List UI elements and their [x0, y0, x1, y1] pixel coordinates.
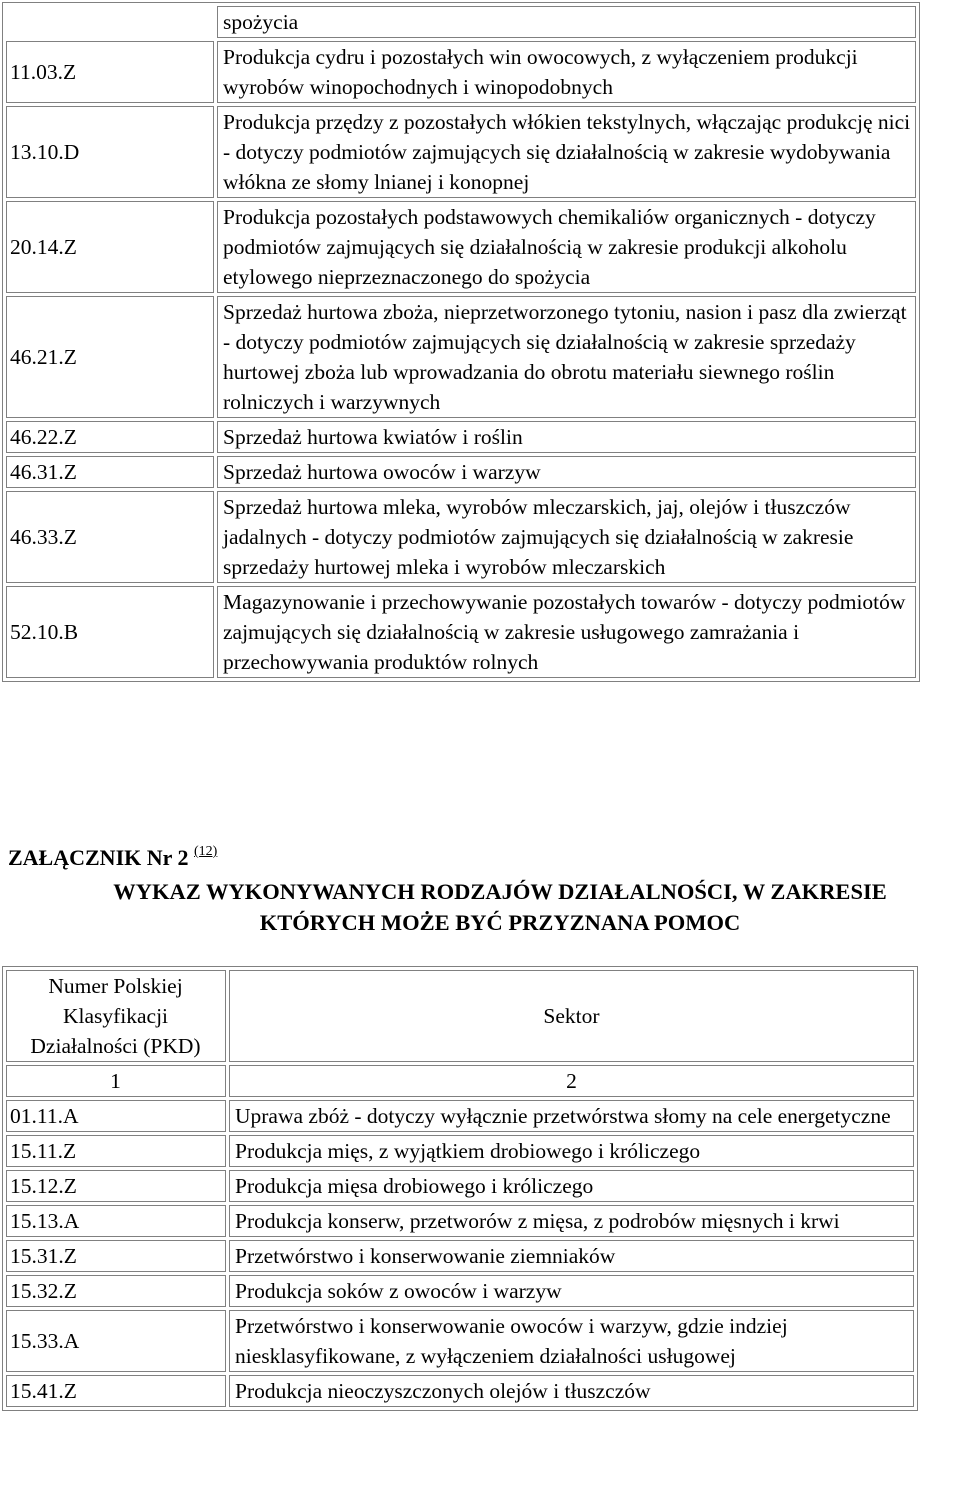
- column-number: 2: [229, 1065, 914, 1097]
- pkd-code: 15.12.Z: [6, 1170, 226, 1202]
- sector-description: Przetwórstwo i konserwowanie owoców i warzyw, gdzie indziej niesklasyfikowane, z wyłączeniem działalności usługowej: [229, 1310, 914, 1372]
- annex-number: ZAŁĄCZNIK Nr 2: [8, 845, 189, 870]
- sector-description: spożycia: [217, 6, 916, 38]
- table-row: [6, 106, 916, 198]
- column-number: 1: [6, 1065, 226, 1097]
- pkd-code: 15.11.Z: [6, 1135, 226, 1167]
- table-row: [6, 1170, 914, 1202]
- pkd-code: 15.41.Z: [6, 1375, 226, 1407]
- sector-description: Sprzedaż hurtowa owoców i warzyw: [217, 456, 916, 488]
- table-row: [6, 1310, 914, 1372]
- column-header-pkd: Numer Polskiej Klasyfikacji Działalności (PKD): [6, 970, 226, 1062]
- footnote-link[interactable]: (12): [194, 844, 218, 859]
- pkd-code: 15.33.A: [6, 1310, 226, 1372]
- table-row: [6, 1240, 914, 1272]
- column-header-sector: Sektor: [229, 970, 914, 1062]
- sector-description: Uprawa zbóż - dotyczy wyłącznie przetwórstwa słomy na cele energetyczne: [229, 1100, 914, 1132]
- sector-description: Sprzedaż hurtowa zboża, nieprzetworzonego tytoniu, nasion i pasz dla zwierząt - dotyczy podmiotów zajmujących się działalnością w zakresie sprzedaży hurtowej zboża lub wprowadzania do obrotu materiału siewnego roślin rolniczych i warzywnych: [217, 296, 916, 418]
- sector-description: Przetwórstwo i konserwowanie ziemniaków: [229, 1240, 914, 1272]
- table-row: [6, 1100, 914, 1132]
- pkd-code: 15.32.Z: [6, 1275, 226, 1307]
- sector-description: Sprzedaż hurtowa mleka, wyrobów mleczarskich, jaj, olejów i tłuszczów jadalnych - dotyczy podmiotów zajmujących się działalnością w zakresie sprzedaży hurtowej mleka i wyrobów mleczarskich: [217, 491, 916, 583]
- table-row: [6, 201, 916, 293]
- annex-label: [8, 844, 217, 871]
- sector-description: Produkcja mięs, z wyjątkiem drobiowego i króliczego: [229, 1135, 914, 1167]
- sector-description: Magazynowanie i przechowywanie pozostałych towarów - dotyczy podmiotów zajmujących się działalnością w zakresie usługowego zamrażania i przechowywania produktów rolnych: [217, 586, 916, 678]
- pkd-code: 52.10.B: [6, 586, 214, 678]
- table-row: [6, 586, 916, 678]
- table-row: [6, 1275, 914, 1307]
- pkd-code: 46.31.Z: [6, 456, 214, 488]
- pkd-code: 46.22.Z: [6, 421, 214, 453]
- sector-description: Produkcja soków z owoców i warzyw: [229, 1275, 914, 1307]
- pkd-code: 15.31.Z: [6, 1240, 226, 1272]
- column-number-row: [6, 1065, 914, 1097]
- sector-description: Produkcja konserw, przetworów z mięsa, z podrobów mięsnych i krwi: [229, 1205, 914, 1237]
- sector-description: Produkcja nieoczyszczonych olejów i tłuszczów: [229, 1375, 914, 1407]
- sector-description: Produkcja pozostałych podstawowych chemikaliów organicznych - dotyczy podmiotów zajmujących się działalnością w zakresie produkcji alkoholu etylowego nieprzeznaczonego do spożycia: [217, 201, 916, 293]
- table-row: [6, 421, 916, 453]
- table-row: [6, 491, 916, 583]
- table-row: [6, 1135, 914, 1167]
- pkd-code: 01.11.A: [6, 1100, 226, 1132]
- sector-description: Produkcja przędzy z pozostałych włókien tekstylnych, włączając produkcję nici - dotyczy podmiotów zajmujących się działalnością w zakresie wydobywania włókna ze słomy lnianej i konopnej: [217, 106, 916, 198]
- table-row: [6, 1205, 914, 1237]
- sector-description: Produkcja cydru i pozostałych win owocowych, z wyłączeniem produkcji wyrobów winopochodnych i winopodobnych: [217, 41, 916, 103]
- pkd-table-continued: [2, 2, 920, 682]
- pkd-code: 46.33.Z: [6, 491, 214, 583]
- pkd-code: [6, 6, 214, 38]
- table-row: [6, 296, 916, 418]
- pkd-code: 20.14.Z: [6, 201, 214, 293]
- pkd-code: 11.03.Z: [6, 41, 214, 103]
- sector-description: Sprzedaż hurtowa kwiatów i roślin: [217, 421, 916, 453]
- pkd-code: 13.10.D: [6, 106, 214, 198]
- pkd-code: 46.21.Z: [6, 296, 214, 418]
- table-row: [6, 6, 916, 38]
- table-row: [6, 456, 916, 488]
- pkd-code: 15.13.A: [6, 1205, 226, 1237]
- annex-title-line: WYKAZ WYKONYWANYCH RODZAJÓW DZIAŁALNOŚCI, W ZAKRESIE: [113, 879, 887, 904]
- annex-title: [40, 876, 960, 938]
- annex-title-line: KTÓRYCH MOŻE BYĆ PRZYZNANA POMOC: [259, 910, 741, 935]
- table-row: [6, 1375, 914, 1407]
- table-row: [6, 41, 916, 103]
- header-row: [6, 970, 914, 1062]
- sector-description: Produkcja mięsa drobiowego i króliczego: [229, 1170, 914, 1202]
- pkd-sector-table: [2, 966, 918, 1411]
